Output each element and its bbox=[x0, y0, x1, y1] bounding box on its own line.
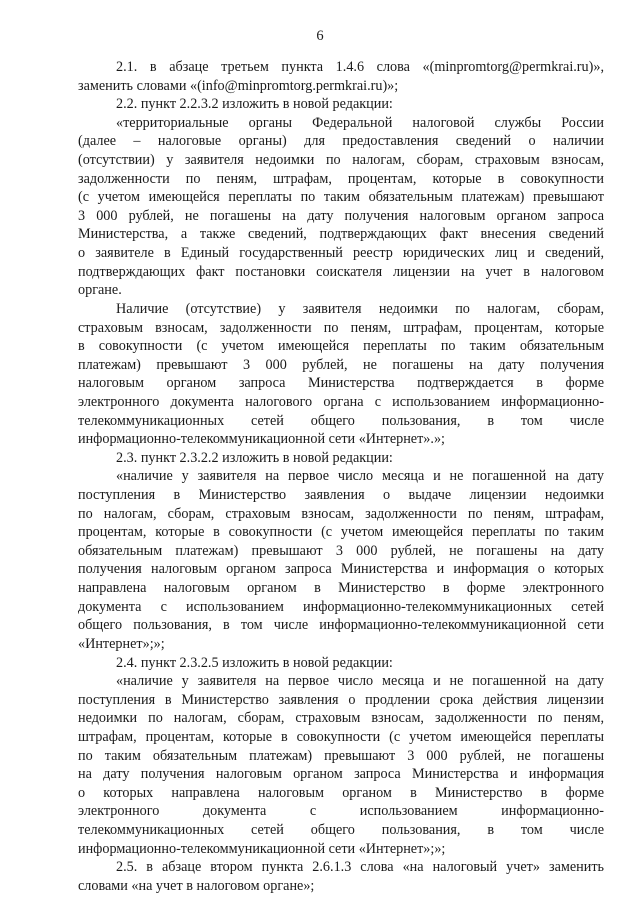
text-line: 2.1. в абзаце третьем пункта 1.4.6 слова «(minpromtorg@permkrai.ru)», bbox=[116, 59, 604, 75]
text-line: информационно-телекоммуникационной сети «Интернет».»; bbox=[78, 431, 445, 448]
text-line: документа с использованием информационно-телекоммуникационных сетей bbox=[78, 598, 604, 615]
text-line: Наличие (отсутствие) у заявителя недоимки по налогам, сборам, bbox=[116, 300, 604, 317]
text-line: поступления в Министерство заявления о продлении срока действия лицензии bbox=[78, 691, 604, 708]
text-line: налоговым органом запроса Министерства подтверждается в форме bbox=[78, 375, 604, 392]
text-line: «Интернет»;»; bbox=[78, 635, 165, 652]
text-line: 2.2. пункт 2.2.3.2 изложить в новой редакции: bbox=[116, 96, 393, 113]
text-line: платежам) превышают 3 000 рублей, не погашены на дату получения bbox=[78, 356, 604, 373]
text-line: штрафам, процентам, которые в совокупности (с учетом имеющейся переплаты bbox=[78, 728, 604, 745]
text-line: 2.4. пункт 2.3.2.5 изложить в новой редакции: bbox=[116, 654, 393, 671]
text-line: страховым взносам, задолженности по пеням, штрафам, процентам, которые bbox=[78, 319, 604, 336]
text-line: по таким обязательным платежам) превышают 3 000 рублей, не погашены bbox=[78, 747, 604, 764]
text-line: электронного документа налогового органа с использованием информационно- bbox=[78, 393, 604, 410]
text-line: «наличие у заявителя на первое число месяца и не погашенной на дату bbox=[116, 468, 604, 485]
text-line: органе. bbox=[78, 282, 122, 299]
text-line: 2.5. в абзаце втором пункта 2.6.1.3 слова «на налоговый учет» заменить bbox=[116, 859, 604, 876]
text-line: 3 000 рублей, не погашены на дату получения налоговым органом запроса bbox=[78, 207, 604, 224]
text-line: заменить словами «(info@minpromtorg.permkrai.ru)»; bbox=[78, 77, 399, 94]
text-line: (с учетом имеющейся переплаты по таким обязательным платежам) превышают bbox=[78, 189, 604, 206]
text-line: по налогам, сборам, страховым взносам, задолженности по пеням, штрафам, bbox=[78, 505, 604, 522]
text-line: задолженности по пеням, штрафам, процентам, которые в совокупности bbox=[78, 170, 604, 187]
text-line: о которых направлена налоговым органом в Министерство в форме bbox=[78, 784, 604, 801]
text-line: (отсутствии) у заявителя недоимки по налогам, сборам, страховым взносам, bbox=[78, 152, 604, 169]
text-line: получения налоговым органом запроса Министерства и информация о которых bbox=[78, 561, 604, 578]
text-line: в совокупности (с учетом имеющейся переплаты по таким обязательным bbox=[78, 338, 604, 355]
text-line: «территориальные органы Федеральной налоговой службы России bbox=[116, 114, 604, 131]
text-line: (далее – налоговые органы) для предоставления сведений о наличии bbox=[78, 133, 604, 150]
text-line: «наличие у заявителя на первое число месяца и не погашенной на дату bbox=[116, 673, 604, 690]
text-line: Министерства, а также сведений, подтверждающих факт внесения сведений bbox=[78, 226, 604, 243]
text-line: словами «на учет в налоговом органе»; bbox=[78, 877, 315, 894]
text-line: телекоммуникационных сетей общего пользования, в том числе bbox=[78, 821, 604, 838]
text-line: направлена налоговым органом в Министерство в форме электронного bbox=[78, 580, 604, 597]
text-line: телекоммуникационных сетей общего пользования, в том числе bbox=[78, 412, 604, 429]
text-line: информационно-телекоммуникационной сети «Интернет»;»; bbox=[78, 840, 446, 857]
page-number: 6 bbox=[316, 28, 324, 44]
document-body bbox=[78, 58, 604, 895]
text-line: электронного документа с использованием информационно- bbox=[78, 803, 604, 820]
text-line: поступления в Министерство заявления о выдаче лицензии недоимки bbox=[78, 487, 604, 504]
text-line: о заявителе в Единый государственный реестр юридических лиц и сведений, bbox=[78, 245, 604, 262]
text-line: на дату получения налоговым органом запроса Министерства и информация bbox=[78, 766, 604, 783]
text-line: процентам, которые в совокупности (с учетом имеющейся переплаты по таким bbox=[78, 524, 604, 541]
text-line: общего пользования, в том числе информационно-телекоммуникационной сети bbox=[78, 617, 604, 634]
text-line: 2.3. пункт 2.3.2.2 изложить в новой редакции: bbox=[116, 449, 393, 466]
text-line: недоимки по налогам, сборам, страховым взносам, задолженности по пеням, bbox=[78, 710, 604, 727]
text-line: обязательным платежам) превышают 3 000 рублей, не погашены на дату bbox=[78, 542, 604, 559]
text-line: подтверждающих факт постановки соискателя лицензии на учет в налоговом bbox=[78, 263, 604, 280]
